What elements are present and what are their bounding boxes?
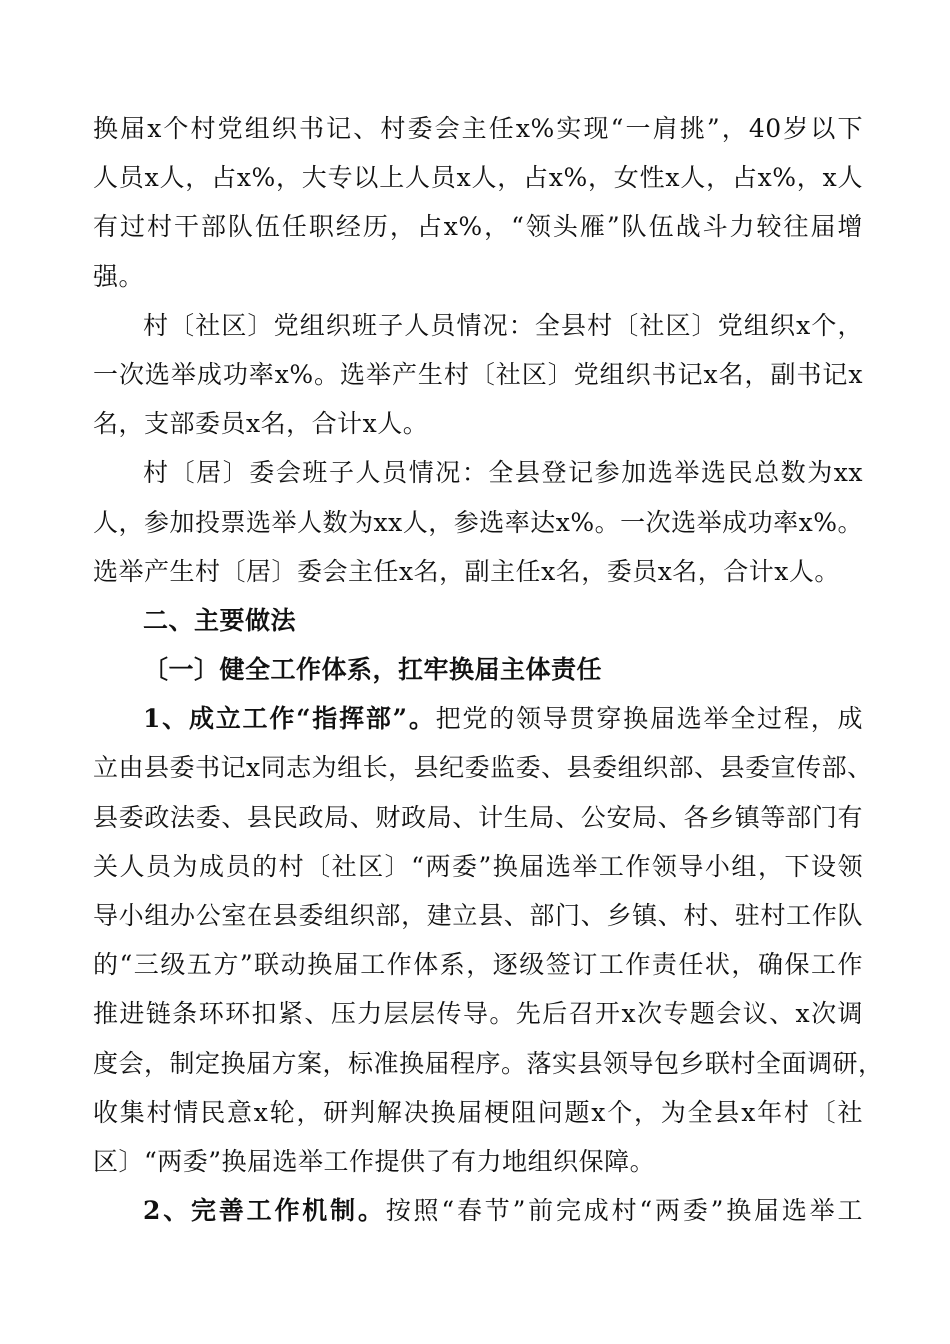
paragraph-3-line-3: 选举产生村〔居〕委会主任x名，副主任x名，委员x名，合计x人。 xyxy=(93,556,840,586)
paragraph-4-line-6: 的“三级五方”联动换届工作体系，逐级签订工作责任状，确保工作 xyxy=(93,950,863,980)
paragraph-1-line-3: 有过村干部队伍任职经历，占x%，“领头雁”队伍战斗力较往届增 xyxy=(93,212,863,242)
paragraph-4-line-2: 立由县委书记x同志为组长，县纪委监委、县委组织部、县委宣传部、 xyxy=(93,753,873,783)
document-body xyxy=(93,104,884,1235)
section-heading: 二、主要做法 xyxy=(143,605,297,635)
paragraph-4-first-rest: 把党的领导贯穿换届选举全过程，成 xyxy=(435,704,863,734)
paragraph-5-lead: 2、完善工作机制。 xyxy=(143,1196,386,1226)
paragraph-5-line-1 xyxy=(93,1186,863,1235)
paragraph-4-line-1 xyxy=(93,694,863,743)
subsection-heading: 〔一〕健全工作体系，扛牢换届主体责任 xyxy=(143,655,603,685)
paragraph-5-first-rest: 按照“春节”前完成村“两委”换届选举工 xyxy=(385,1196,863,1226)
paragraph-4-line-4: 关人员为成员的村〔社区〕“两委”换届选举工作领导小组，下设领 xyxy=(93,851,863,881)
paragraph-2-line-3: 名，支部委员x名，合计x人。 xyxy=(93,409,429,439)
paragraph-4-line-5: 导小组办公室在县委组织部，建立县、部门、乡镇、村、驻村工作队 xyxy=(93,901,863,930)
paragraph-4-lead: 1、成立工作“指挥部”。 xyxy=(143,704,436,734)
paragraph-1-line-4: 强。 xyxy=(93,261,145,291)
paragraph-4-line-7: 推进链条环环扣紧、压力层层传导。先后召开x次专题会议、x次调 xyxy=(93,999,863,1029)
paragraph-4-line-10: 区〕“两委”换届选举工作提供了有力地组织保障。 xyxy=(93,1146,656,1176)
paragraph-3-line-1: 村〔居〕委会班子人员情况：全县登记参加选举选民总数为xx xyxy=(143,458,863,488)
paragraph-4-line-8: 度会，制定换届方案，标准换届程序。落实县领导包乡联村全面调研， xyxy=(93,1048,884,1078)
paragraph-2-line-1: 村〔社区〕党组织班子人员情况：全县村〔社区〕党组织x个， xyxy=(143,310,863,340)
paragraph-3-line-2: 人，参加投票选举人数为xx人，参选率达x%。一次选举成功率x%。 xyxy=(93,507,863,537)
paragraph-2-line-2: 一次选举成功率x%。选举产生村〔社区〕党组织书记x名，副书记x xyxy=(93,359,863,389)
paragraph-1-line-1: 换届x个村党组织书记、村委会主任x%实现“一肩挑”，40岁以下 xyxy=(93,114,863,143)
paragraph-1-line-2: 人员x人，占x%，大专以上人员x人，占x%，女性x人，占x%，x人 xyxy=(93,163,863,193)
paragraph-4-line-3: 县委政法委、县民政局、财政局、计生局、公安局、各乡镇等部门有 xyxy=(93,802,863,832)
paragraph-4-line-9: 收集村情民意x轮，研判解决换届梗阻问题x个，为全县x年村〔社 xyxy=(93,1097,863,1127)
